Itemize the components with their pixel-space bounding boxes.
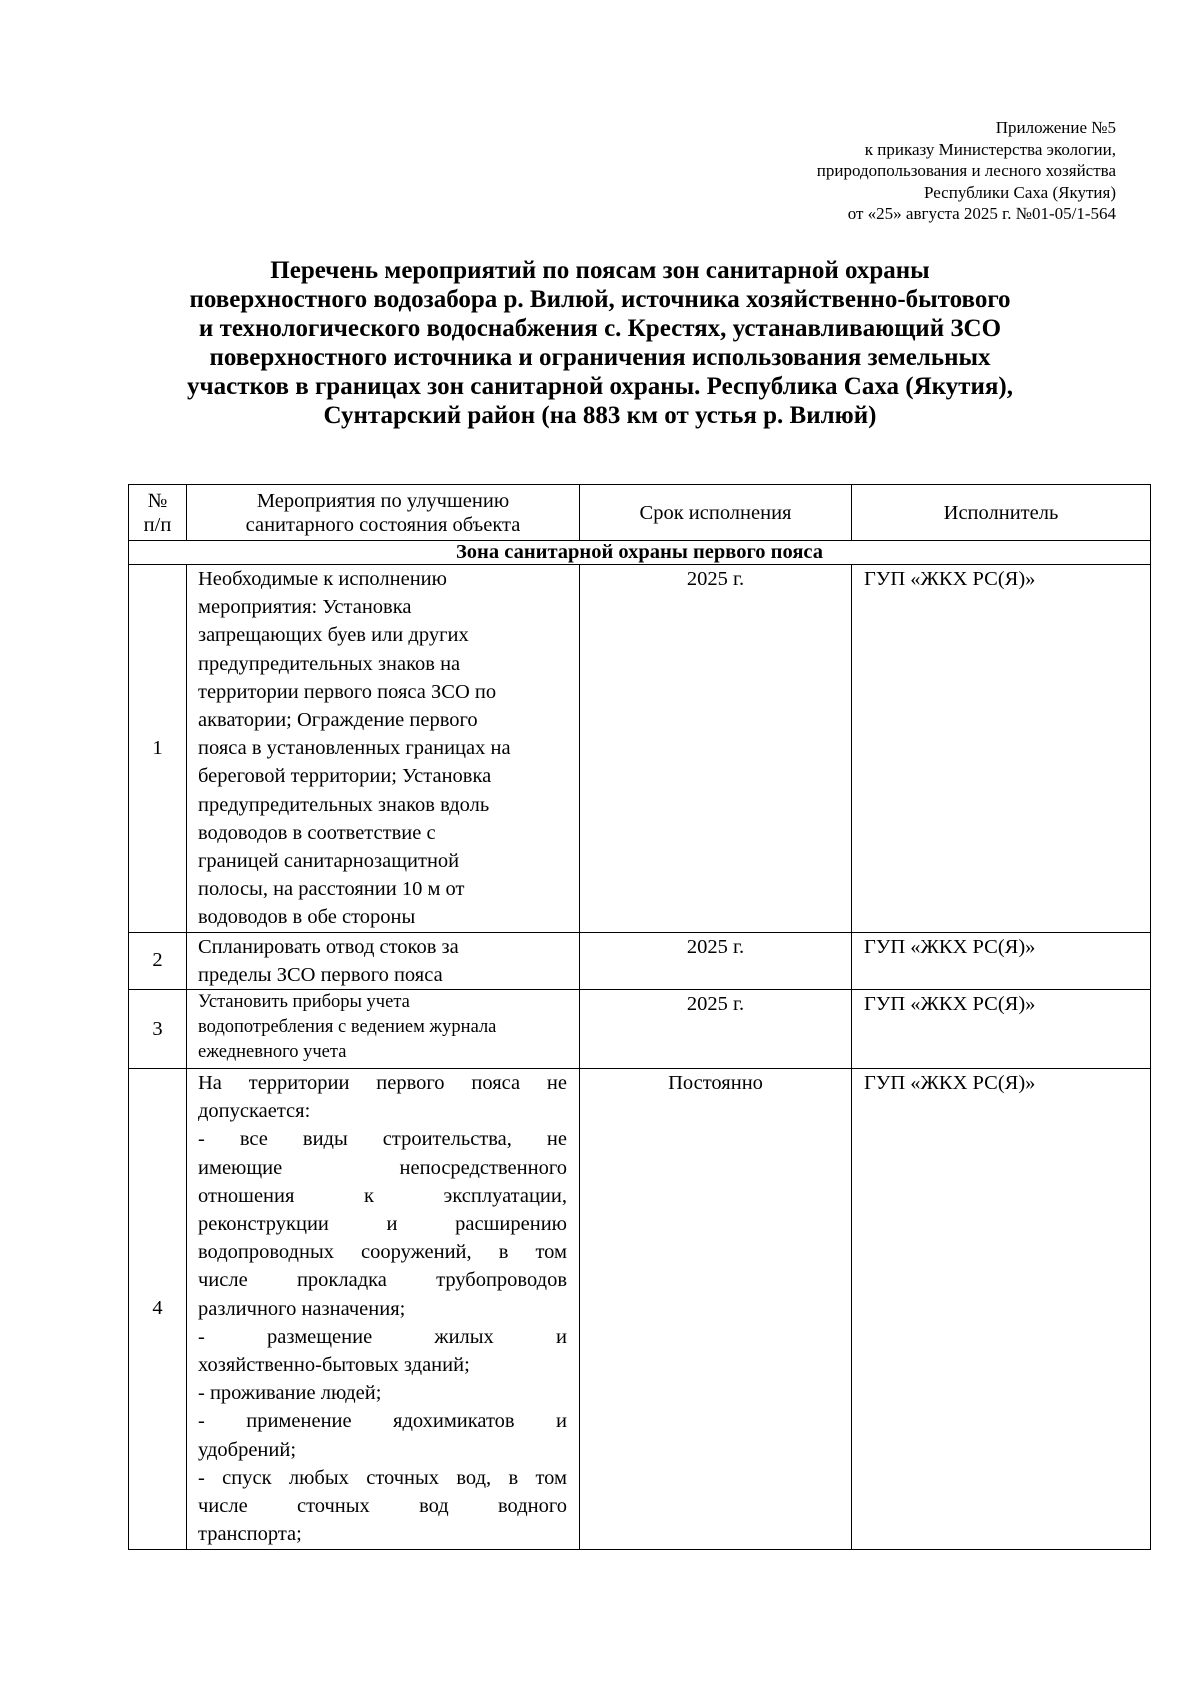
row-activity [187, 565, 580, 933]
approval-block [817, 117, 1116, 225]
activity-line: предупредительных знаков вдоль [198, 793, 490, 816]
activity-line: предупредительных знаков на [198, 652, 461, 675]
approval-line: Республики Саха (Якутия) [923, 182, 1116, 202]
activity-line: Установить приборы учета [198, 992, 410, 1013]
activity-line: отношения к эксплуатации, [198, 1184, 567, 1207]
table-row [129, 1069, 1151, 1549]
activity-line: водопотребления с ведением журнала [198, 1017, 497, 1038]
row-executor: ГУП «ЖКХ РС(Я)» [852, 565, 1151, 933]
header-activity-line1: Мероприятия по улучшению [256, 489, 510, 512]
activity-line: - все виды строительства, не [198, 1128, 567, 1151]
table-row [129, 990, 1151, 1069]
header-activity [187, 485, 580, 541]
header-num-line2: п/п [143, 513, 172, 536]
activity-line: имеющие непосредственного [198, 1156, 567, 1179]
row-number: 1 [129, 565, 187, 933]
activity-line: пояса в установленных границах на [198, 737, 511, 760]
activity-line: территории первого пояса ЗСО по [198, 680, 497, 703]
activity-line: числе сточных вод водного [198, 1495, 567, 1518]
activity-line: хозяйственно-бытовых зданий; [198, 1354, 470, 1377]
title-line: Сунтарский район (на 883 км от устья р. Вилюй) [323, 402, 877, 429]
row-term: 2025 г. [580, 932, 852, 989]
measures-table [128, 484, 1151, 1550]
header-activity-line2: санитарного состояния объекта [245, 513, 521, 536]
activity-line: числе прокладка трубопроводов [198, 1269, 567, 1292]
row-activity [187, 932, 580, 989]
activity-line: - размещение жилых и [198, 1325, 567, 1348]
table-header-row [129, 485, 1151, 541]
activity-line: полосы, на расстоянии 10 м от [198, 878, 465, 901]
activity-line: - применение ядохимикатов и [198, 1410, 567, 1433]
header-num-line1: № [147, 489, 168, 512]
header-num [129, 485, 187, 541]
approval-line: Приложение №5 [995, 118, 1116, 137]
activity-line: запрещающих буев или других [198, 624, 469, 647]
activity-line: транспорта; [198, 1523, 302, 1546]
header-term: Срок исполнения [580, 485, 852, 541]
activity-line: Спланировать отвод стоков за [198, 935, 459, 958]
row-term: Постоянно [580, 1069, 852, 1549]
row-term: 2025 г. [580, 565, 852, 933]
table-row [129, 565, 1151, 933]
title-line: участков в границах зон санитарной охраны. Республика Саха (Якутия), [187, 373, 1013, 400]
approval-line: к приказу Министерства экологии, [864, 139, 1116, 159]
table-row [129, 932, 1151, 989]
header-executor: Исполнитель [852, 485, 1151, 541]
row-number: 3 [129, 990, 187, 1069]
activity-line: допускается: [198, 1100, 311, 1123]
activity-line: ежедневного учета [198, 1042, 347, 1063]
activity-line: - проживание людей; [198, 1382, 382, 1405]
activity-line: пределы ЗСО первого пояса [198, 963, 443, 986]
title-line: поверхностного водозабора р. Вилюй, источника хозяйственно-бытового [189, 286, 1011, 313]
row-number: 4 [129, 1069, 187, 1549]
section-row [129, 541, 1151, 565]
document-title [100, 256, 1100, 430]
approval-line: природопользования и лесного хозяйства [816, 161, 1116, 180]
row-term: 2025 г. [580, 990, 852, 1069]
activity-line: различного назначения; [198, 1297, 406, 1320]
row-activity [187, 1069, 580, 1549]
activity-line: удобрений; [198, 1438, 297, 1461]
activity-line: мероприятия: Установка [198, 596, 412, 619]
row-executor: ГУП «ЖКХ РС(Я)» [852, 932, 1151, 989]
title-line: Перечень мероприятий по поясам зон санитарной охраны [270, 257, 930, 284]
activity-line: береговой территории; Установка [198, 765, 492, 788]
title-line: и технологического водоснабжения с. Крестях, устанавливающий ЗСО [198, 315, 1002, 342]
activity-line: границей санитарнозащитной [198, 850, 460, 873]
activity-line: акватории; Ограждение первого [198, 709, 478, 732]
activity-line: реконструкции и расширению [198, 1213, 567, 1236]
approval-line: от «25» августа 2025 г. №01-05/1-564 [847, 204, 1116, 223]
activity-line: На территории первого пояса не [198, 1072, 567, 1095]
row-executor: ГУП «ЖКХ РС(Я)» [852, 1069, 1151, 1549]
row-activity [187, 990, 580, 1069]
row-number: 2 [129, 932, 187, 989]
activity-line: водопроводных сооружений, в том [198, 1241, 567, 1264]
activity-line: водоводов в обе стороны [198, 906, 416, 929]
section-title: Зона санитарной охраны первого пояса [129, 541, 1151, 565]
activity-line: Необходимые к исполнению [198, 568, 447, 590]
row-executor: ГУП «ЖКХ РС(Я)» [852, 990, 1151, 1069]
activity-line: водоводов в соответствие с [198, 821, 436, 844]
title-line: поверхностного источника и ограничения использования земельных [209, 344, 991, 371]
activity-line: - спуск любых сточных вод, в том [198, 1466, 567, 1489]
